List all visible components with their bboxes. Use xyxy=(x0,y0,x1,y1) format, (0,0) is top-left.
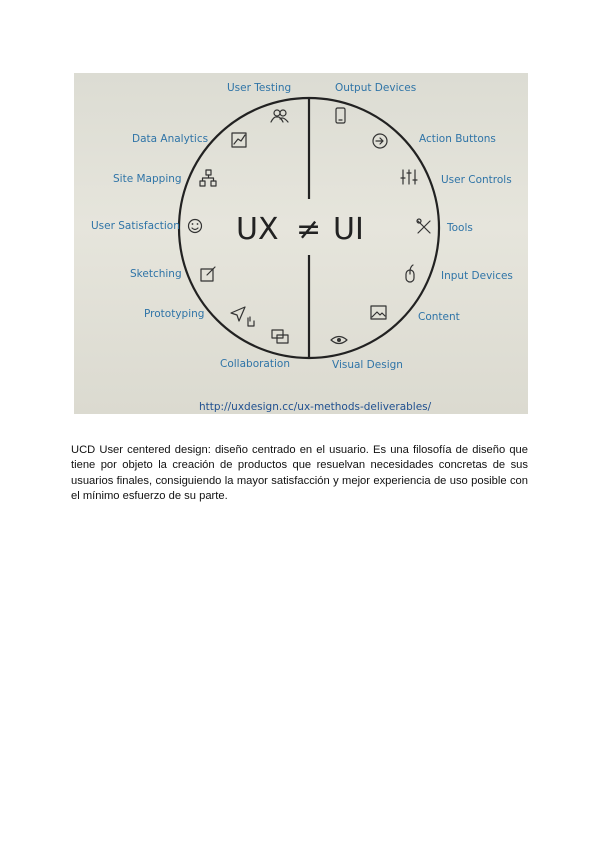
label-content: Content xyxy=(418,311,460,323)
label-input-devices: Input Devices xyxy=(441,270,513,282)
label-action-buttons: Action Buttons xyxy=(419,133,496,145)
caption-text: UCD User centered design: diseño centrado en el usuario. Es una filosofía de diseño que tiene por objeto la creación de productos que resuelvan necesidades concretas de sus usuarios finales, consiguiendo la mayor satisfacción y mejor experiencia de uso posible con el mínimo esfuerzo de su parte. xyxy=(71,444,528,502)
label-tools: Tools xyxy=(447,222,473,234)
label-user-controls: User Controls xyxy=(441,174,512,186)
label-sketching: Sketching xyxy=(130,268,182,280)
smiley-icon xyxy=(189,220,202,233)
label-output-devices: Output Devices xyxy=(335,82,417,94)
ux-vs-ui-diagram-photo xyxy=(74,73,528,414)
center-not-equal: ≠ xyxy=(296,212,322,247)
label-data-analytics: Data Analytics xyxy=(132,133,209,145)
mouse-icon xyxy=(406,265,414,282)
prototype-cursor-icon xyxy=(231,307,254,326)
sliders-icon xyxy=(401,170,417,184)
label-collaboration: Collaboration xyxy=(220,358,290,370)
tools-icon xyxy=(417,219,430,233)
label-prototyping: Prototyping xyxy=(144,308,205,320)
image-icon xyxy=(371,306,386,319)
phone-icon xyxy=(336,108,345,123)
eye-icon xyxy=(331,337,347,344)
users-icon xyxy=(271,110,288,122)
arrow-button-icon xyxy=(373,134,387,148)
ux-ui-diagram xyxy=(74,73,528,414)
center-ui: UI xyxy=(333,212,364,247)
sketch-icon xyxy=(201,267,215,281)
chat-bubbles-icon xyxy=(272,330,288,343)
label-visual-design: Visual Design xyxy=(332,359,403,371)
sitemap-icon xyxy=(200,170,216,186)
chart-icon xyxy=(232,133,246,147)
label-site-mapping: Site Mapping xyxy=(113,173,182,185)
source-url: http://uxdesign.cc/ux-methods-deliverables/ xyxy=(199,401,432,413)
center-ux: UX xyxy=(236,212,279,247)
label-user-satisfaction: User Satisfaction xyxy=(91,220,180,232)
label-user-testing: User Testing xyxy=(227,82,292,94)
